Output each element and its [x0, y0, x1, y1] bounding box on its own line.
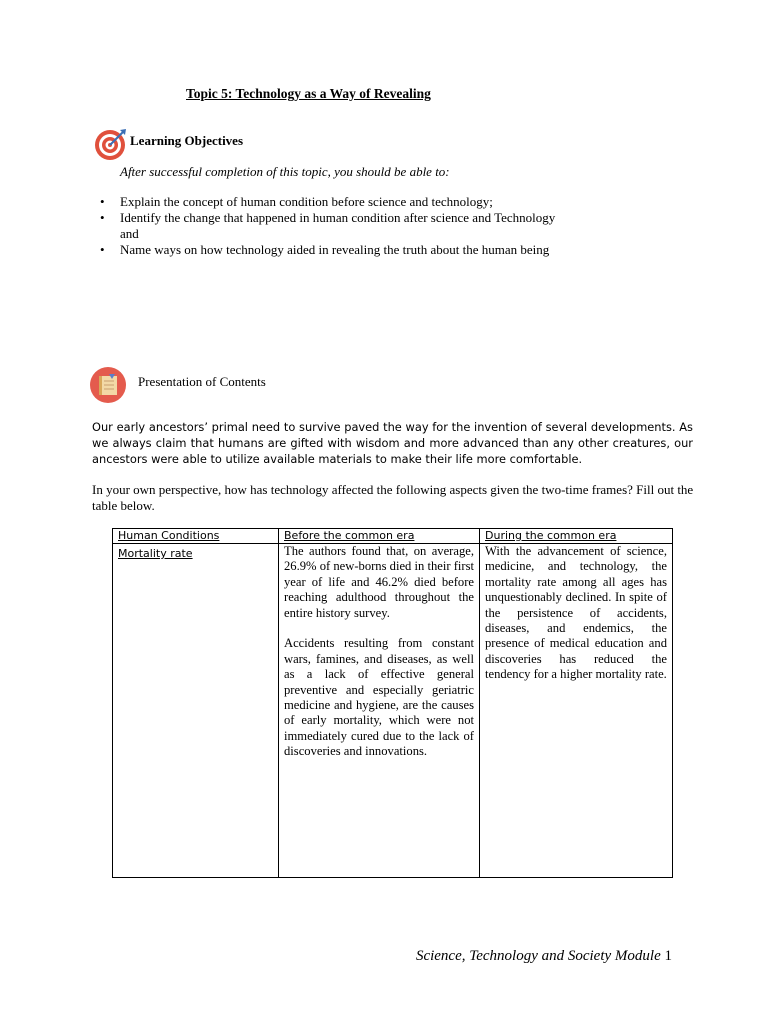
- page-number: 1: [664, 948, 672, 964]
- footer-text: Science, Technology and Society Module: [415, 948, 661, 964]
- objective-item: • Identify the change that happened in human condition after science and Technology and: [92, 210, 562, 242]
- row-label: Mortality rate: [118, 547, 193, 560]
- instruction-paragraph: In your own perspective, how has technology affected the following aspects given the two-time frames? Fill out the table below.: [92, 482, 694, 513]
- presentation-heading: Presentation of Contents: [138, 374, 266, 389]
- intro-paragraph: Our early ancestors’ primal need to survive paved the way for the invention of several developments. As we always claim that humans are gifted with wisdom and more advanced than any other creatures, our ancestors were able to utilize available materials to make their life more comfortable.: [92, 420, 693, 466]
- learning-objectives-heading: Learning Objectives: [130, 133, 244, 148]
- table-header-row: [113, 529, 673, 544]
- page-title: Topic 5: Technology as a Way of Revealing: [186, 86, 431, 101]
- table-row: [113, 544, 673, 878]
- column-header: During the common era: [480, 529, 673, 544]
- learning-objectives-intro: After successful completion of this topic, you should be able to:: [120, 164, 450, 179]
- book-icon: [89, 366, 127, 404]
- target-icon: [94, 127, 128, 161]
- page-footer: [416, 948, 672, 965]
- objective-item: • Name ways on how technology aided in revealing the truth about the human being: [92, 242, 562, 258]
- column-header: Before the common era: [279, 529, 480, 544]
- human-conditions-table: [112, 528, 673, 878]
- during-era-cell: [480, 544, 673, 878]
- objective-item: • Explain the concept of human condition before science and technology;: [92, 194, 562, 210]
- before-era-text-1: The authors found that, on average, 26.9% of new-borns died in their first year of life and 46.2% died before reaching adulthood throughout the entire history survey.: [284, 544, 474, 620]
- before-era-text-2: Accidents resulting from constant wars, famines, and diseases, as well as a lack of effective general preventive and especially geriatric medicine and hygiene, are the causes of early mortality, which were not immediately cured due to the lack of discoveries and innovations.: [284, 636, 474, 759]
- during-era-text: With the advancement of science, medicine, and technology, the mortality rate among all ages has unquestionably declined. In spite of the persistence of accidents, diseases, and endemics, the presence of medical education and discoveries has reduced the tendency for a higher mortality rate.: [485, 544, 667, 682]
- before-era-cell: [279, 544, 480, 878]
- objectives-list: [92, 194, 562, 258]
- column-header: Human Conditions: [113, 529, 279, 544]
- row-label-cell: [113, 544, 279, 878]
